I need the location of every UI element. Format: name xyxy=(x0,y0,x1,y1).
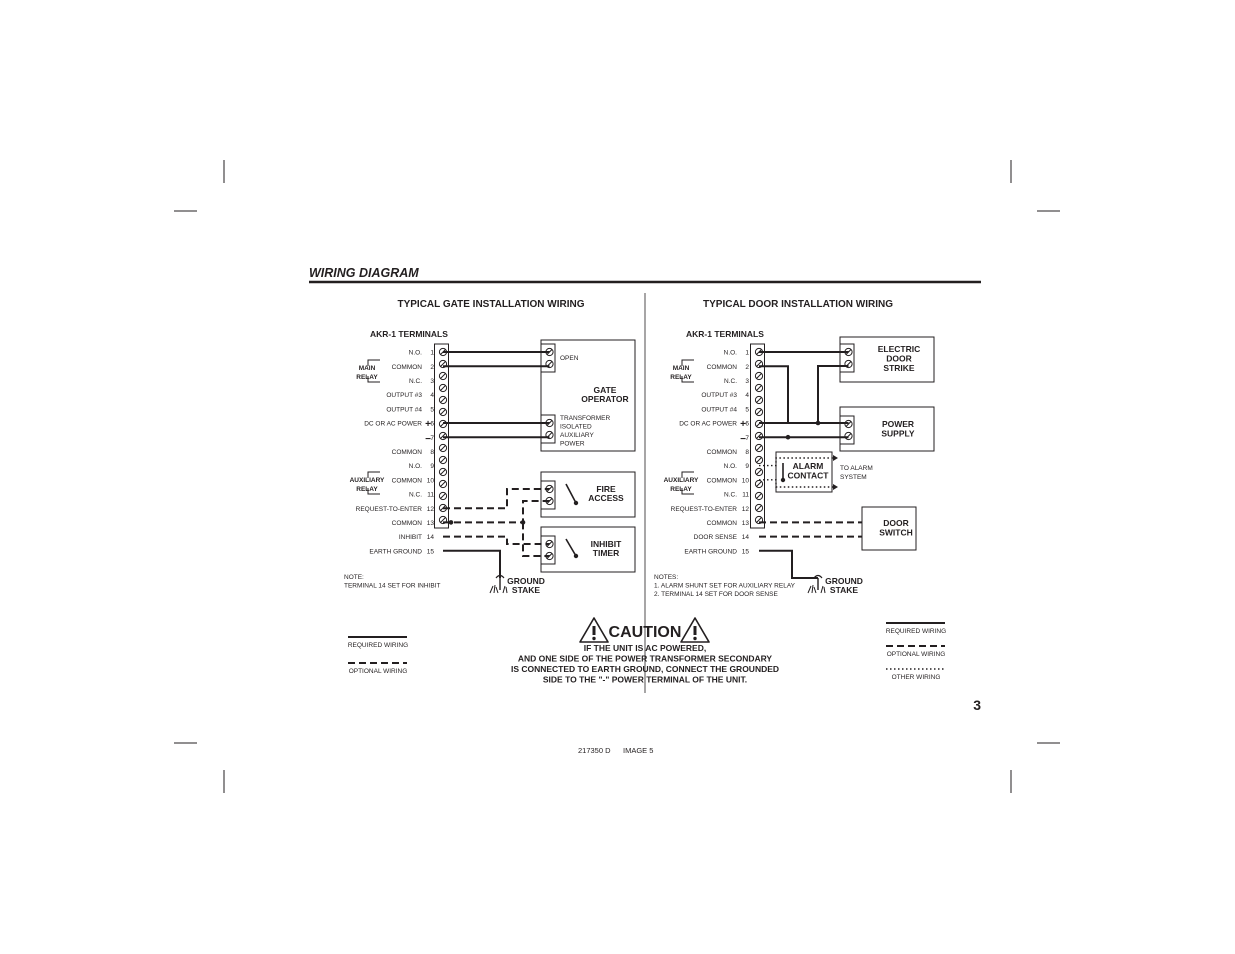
legend-optional-label: OPTIONAL WIRING xyxy=(886,651,946,658)
terminal-screw xyxy=(755,432,762,439)
gate-note: NOTE: TERMINAL 14 SET FOR INHIBIT xyxy=(344,574,441,590)
terminal-label: COMMON xyxy=(706,477,737,485)
terminal-screw xyxy=(439,432,446,439)
inhibit-timer-label: INHIBIT TIMER xyxy=(590,539,622,558)
terminal-label: N.C. xyxy=(409,491,422,499)
terminal-screw xyxy=(439,480,446,487)
operator-transformer-label: TRANSFORMER ISOLATED AUXILIARY POWER xyxy=(560,415,611,448)
akr1-terminal-strip xyxy=(751,344,765,528)
terminal-number: 14 xyxy=(741,534,749,542)
terminal-label: DC OR AC POWER xyxy=(679,420,737,428)
terminal-screw xyxy=(755,504,762,511)
terminal-number: 13 xyxy=(426,520,434,527)
terminal-label: N.O. xyxy=(408,349,422,357)
terminal-screw xyxy=(845,432,852,439)
terminal-screw xyxy=(439,408,446,415)
junction-dot xyxy=(786,435,791,440)
terminal-screw xyxy=(439,456,446,463)
caution-title: CAUTION xyxy=(608,624,682,641)
terminal-screw xyxy=(755,372,762,379)
switch-pivot xyxy=(781,478,785,482)
wire-inhibit xyxy=(443,537,550,544)
terminal-screw xyxy=(755,468,762,475)
terminal-number: 14 xyxy=(426,534,434,542)
terminal-number: 9 xyxy=(430,463,434,471)
terminals-title: AKR-1 TERMINALS xyxy=(686,329,764,339)
doc-id: 217350 D xyxy=(578,746,611,755)
terminal-number: 10 xyxy=(741,477,749,485)
terminal-screw xyxy=(439,384,446,391)
warning-dot xyxy=(592,637,595,640)
terminal-number: 11 xyxy=(427,491,434,499)
warning-bar xyxy=(593,626,596,635)
aux-relay-label: AUXILIARY RELAY xyxy=(663,477,699,493)
terminal-number: 6 xyxy=(745,420,749,428)
operator-power-terminals xyxy=(541,415,555,443)
junction-dot xyxy=(521,520,526,525)
aux-relay-label: AUXILIARY RELAY xyxy=(349,477,385,493)
terminal-number: 15 xyxy=(426,548,434,556)
door-title: TYPICAL DOOR INSTALLATION WIRING xyxy=(703,299,893,310)
terminal-label: COMMON xyxy=(706,520,737,527)
terminal-number: 5 xyxy=(430,406,434,414)
legend-required-label: REQUIRED WIRING xyxy=(347,642,409,649)
switch-pivot xyxy=(574,554,578,558)
terminal-label: COMMON xyxy=(391,449,422,456)
akr1-terminal-strip xyxy=(435,344,449,528)
terminal-screw xyxy=(755,492,762,499)
terminal-screw xyxy=(755,444,762,451)
section-title: WIRING DIAGRAM xyxy=(309,266,419,280)
terminal-screw xyxy=(755,480,762,487)
door-switch-label: DOOR SWITCH xyxy=(879,518,913,538)
gate-title: TYPICAL GATE INSTALLATION WIRING xyxy=(397,299,585,310)
main-relay-label: MAIN RELAY xyxy=(356,365,378,381)
minus-sign: − xyxy=(740,434,746,445)
warning-triangle-icon xyxy=(681,618,709,642)
terminal-label: OUTPUT #4 xyxy=(701,406,737,414)
ground-stake-label: GROUND STAKE xyxy=(507,576,545,595)
terminal-number: 1 xyxy=(430,349,434,357)
terminal-screw xyxy=(439,468,446,475)
terminal-number: 7 xyxy=(745,434,749,442)
ground-stake xyxy=(490,576,545,596)
door-diagram xyxy=(654,329,934,598)
terminal-number: 11 xyxy=(742,491,749,499)
switch-pivot xyxy=(574,501,578,505)
terminal-label: DC OR AC POWER xyxy=(364,420,422,428)
plus-sign: + xyxy=(740,419,746,430)
door-strike-terminals xyxy=(840,344,854,372)
terminal-label: N.C. xyxy=(409,378,422,385)
terminal-label: COMMON xyxy=(706,363,737,371)
terminal-number: 12 xyxy=(426,505,434,513)
terminal-screw xyxy=(755,384,762,391)
caution-block xyxy=(511,618,779,685)
terminal-label: COMMON xyxy=(391,363,422,371)
terminal-number: 13 xyxy=(741,520,749,527)
terminal-screw xyxy=(755,396,762,403)
caution-text: IF THE UNIT IS AC POWERED, AND ONE SIDE OF THE POWER TRANSFORMER SECONDARY IS CONNECTED TO EARTH GROUND, CONNECT THE GROUNDED SIDE TO THE "-" POWER TERMINAL OF THE UNIT. xyxy=(510,643,780,685)
inhibit-timer-terminals xyxy=(541,536,555,564)
terminal-label: COMMON xyxy=(391,477,422,485)
terminal-number: 4 xyxy=(430,392,434,400)
terminal-number: 3 xyxy=(745,378,749,385)
terminal-number: 7 xyxy=(430,434,434,442)
warning-dot xyxy=(693,637,696,640)
terminal-screw xyxy=(439,444,446,451)
terminal-label: REQUEST-TO-ENTER xyxy=(670,505,737,513)
warning-bar xyxy=(694,626,697,635)
plus-sign: + xyxy=(425,419,431,430)
power-supply-label: POWER SUPPLY xyxy=(881,419,915,439)
to-alarm-system-label: TO ALARM SYSTEM xyxy=(840,465,873,481)
operator-open-label: OPEN xyxy=(560,355,579,362)
wire-earth-ground xyxy=(443,551,500,578)
terminal-label: INHIBIT xyxy=(398,534,422,542)
terminal-label: OUTPUT #3 xyxy=(701,392,737,400)
operator-open-terminals xyxy=(541,344,555,372)
terminal-label: EARTH GROUND xyxy=(369,548,422,556)
wire-earth-ground xyxy=(759,551,818,578)
terminal-label: N.O. xyxy=(723,463,737,471)
terminal-number: 1 xyxy=(745,349,749,357)
terminal-label: COMMON xyxy=(391,520,422,527)
main-relay-label: MAIN RELAY xyxy=(670,365,692,381)
legend-optional-label: OPTIONAL WIRING xyxy=(348,668,408,675)
terminal-number: 10 xyxy=(426,477,434,485)
terminal-label: OUTPUT #3 xyxy=(386,392,422,400)
legend-required-label: REQUIRED WIRING xyxy=(885,628,947,635)
image-label: IMAGE 5 xyxy=(623,746,654,755)
terminal-screw xyxy=(439,372,446,379)
page-number: 3 xyxy=(973,697,981,713)
terminal-screw xyxy=(755,408,762,415)
power-supply-terminals xyxy=(840,416,854,444)
terminal-number: 8 xyxy=(745,449,749,456)
terminal-number: 9 xyxy=(745,463,749,471)
terminal-label: N.O. xyxy=(408,463,422,471)
terminal-number: 5 xyxy=(745,406,749,414)
wire-common-fire xyxy=(443,501,550,522)
terminal-screw xyxy=(755,456,762,463)
terminal-label: DOOR SENSE xyxy=(693,534,737,542)
terminal-label: COMMON xyxy=(706,449,737,456)
terminal-label: OUTPUT #4 xyxy=(386,406,422,414)
terminal-screw xyxy=(439,492,446,499)
terminal-label: EARTH GROUND xyxy=(684,548,737,556)
legend-other-label: OTHER WIRING xyxy=(891,674,941,681)
terminal-number: 8 xyxy=(430,449,434,456)
terminal-number: 6 xyxy=(430,420,434,428)
junction-dot xyxy=(816,421,821,426)
grass-icon xyxy=(808,585,825,593)
terminal-number: 2 xyxy=(745,363,749,371)
fire-access-terminals xyxy=(541,481,555,509)
minus-sign: − xyxy=(425,434,431,445)
door-notes: NOTES: 1. ALARM SHUNT SET FOR AUXILIARY RELAY 2. TERMINAL 14 SET FOR DOOR SENSE xyxy=(654,574,796,598)
terminal-label: N.O. xyxy=(723,349,737,357)
terminal-number: 4 xyxy=(745,392,749,400)
electric-door-strike-label: ELECTRIC DOOR STRIKE xyxy=(877,344,921,373)
terminal-number: 12 xyxy=(741,505,749,513)
terminals-title: AKR-1 TERMINALS xyxy=(370,329,448,339)
alarm-contact-label: ALARM CONTACT xyxy=(787,461,829,481)
arrow-right-icon xyxy=(833,484,838,490)
ground-stake-label: GROUND STAKE xyxy=(825,576,863,595)
terminal-screw xyxy=(439,396,446,403)
terminal-number: 15 xyxy=(741,548,749,556)
fire-access-label: FIRE ACCESS xyxy=(588,484,624,503)
terminal-number: 3 xyxy=(430,378,434,385)
wire-request-to-enter xyxy=(443,489,550,508)
gate-operator-label: GATE OPERATOR xyxy=(581,385,629,404)
gate-diagram xyxy=(344,329,635,595)
terminal-label: N.C. xyxy=(724,491,737,499)
terminal-label: N.C. xyxy=(724,378,737,385)
terminal-label: REQUEST-TO-ENTER xyxy=(355,505,422,513)
warning-triangle-icon xyxy=(580,618,608,642)
arrow-right-icon xyxy=(833,455,838,461)
junction-dot xyxy=(449,520,454,525)
grass-icon xyxy=(490,585,507,593)
terminal-number: 2 xyxy=(430,363,434,371)
